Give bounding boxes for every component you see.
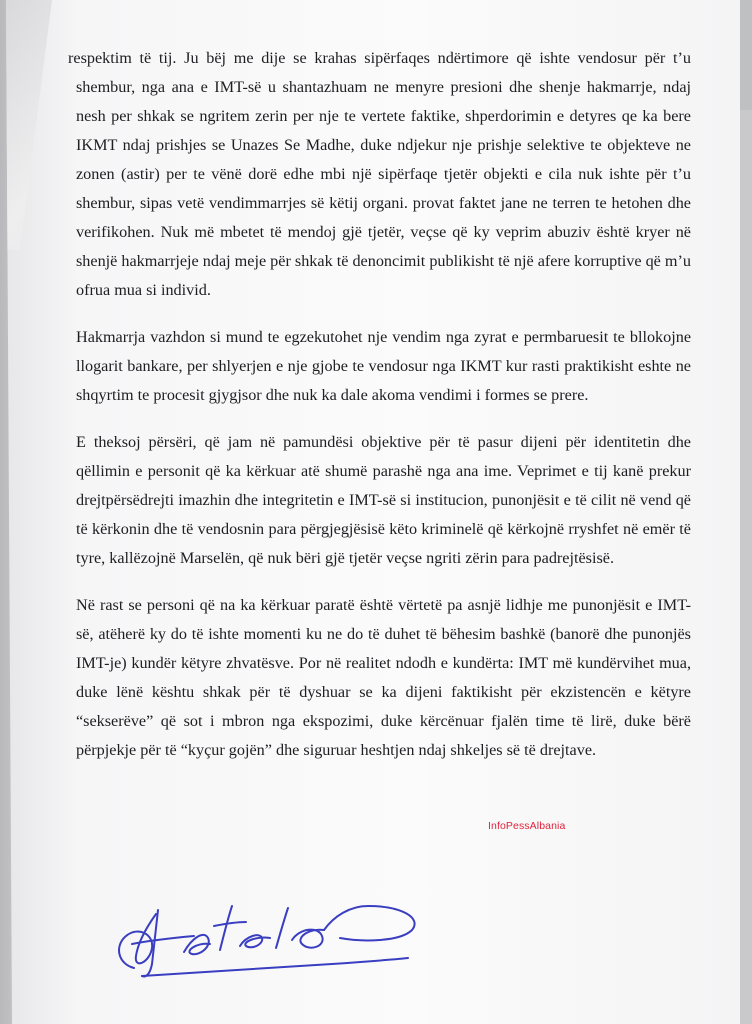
handwritten-signature	[112, 880, 442, 990]
paragraph-4: Në rast se personi që na ka kërkuar paratë është vërtetë pa asnjë lidhje me punonjësit e IMT-së, atëherë ky do të ishte momenti ku ne do të duhet të bëhesim bashkë (banorë dhe punonjës IMT-je) kundër këtyre zhvatësve. Por në realitet ndodh e kundërta: IMT më kundërvihet mua, duke lënë kështu shkak për të dyshuar se ka dijeni faktikisht për ekzistencën e këtyre “sekserëve” që sot i mbron nga ekspozimi, duke kërcënuar fjalën time të lirë, duke bërë përpjekje për të “kyçur gojën” dhe siguruar heshtjen ndaj shkeljes së të drejtave.	[76, 596, 691, 759]
letter-body	[68, 44, 691, 783]
paragraph-3: E theksoj përsëri, që jam në pamundësi objektive për të pasur dijeni për identitetin dhe qëllimin e personit që ka kërkuar atë shumë parashë nga ana ime. Veprimet e tij kanë prekur drejtpërsëdrejti imazhin dhe integritetin e IMT-së si institucion, punonjësit e të cilit në vend që të kërkonin dhe të vendosnin para përgjegjësisë këto kriminelë që kërkojnë rryshfet në emër të tyre, kallëzojnë Marselën, që nuk bëri gjë tjetër veçse ngriti zërin para padrejtësisë.	[76, 433, 691, 567]
paragraph-1: respektim të tij. Ju bëj me dije se krahas sipërfaqes ndërtimore që ishte vendosur për t’u shembur, nga ana e IMT-së u shantazhuam ne menyre presioni dhe shenje hakmarrje, ndaj nesh per shkak se ngritem zerin per nje te vertete faktike, shperdorimin e detyres qe ka bere IKMT ndaj prishjes se Unazes Se Madhe, duke ndjekur nje prishje selektive te objekteve ne zonen (astir) per te vënë dorë edhe mbi një sipërfaqe tjetër objekti e cila nuk ishte për t’u shembur, sipas vetë vendimmarrjes së këtij organi. provat faktet jane ne terren te hetohen dhe verifikohen. Nuk më mbetet të mendoj gjë tjetër, veçse që ky veprim abuziv është kryer në shenjë hakmarrjeje ndaj meje për shkak të denoncimit publikisht të një afere korruptive që m’u ofrua mua si individ.	[68, 49, 691, 299]
page-fold-shadow	[6, 0, 52, 250]
watermark-text: InfoPessAlbania	[488, 820, 566, 832]
paragraph-2: Hakmarrja vazhdon si mund te egzekutohet nje vendim nga zyrat e permbaruesit te bllokojne llogarit bankare, per shlyerjen e nje gjobe te vendosur nga IKMT kur rasti praktikisht eshte ne shqyrtim te procesit gjygjsor dhe nuk ka dale akoma vendimi i formes se prere.	[76, 328, 691, 404]
